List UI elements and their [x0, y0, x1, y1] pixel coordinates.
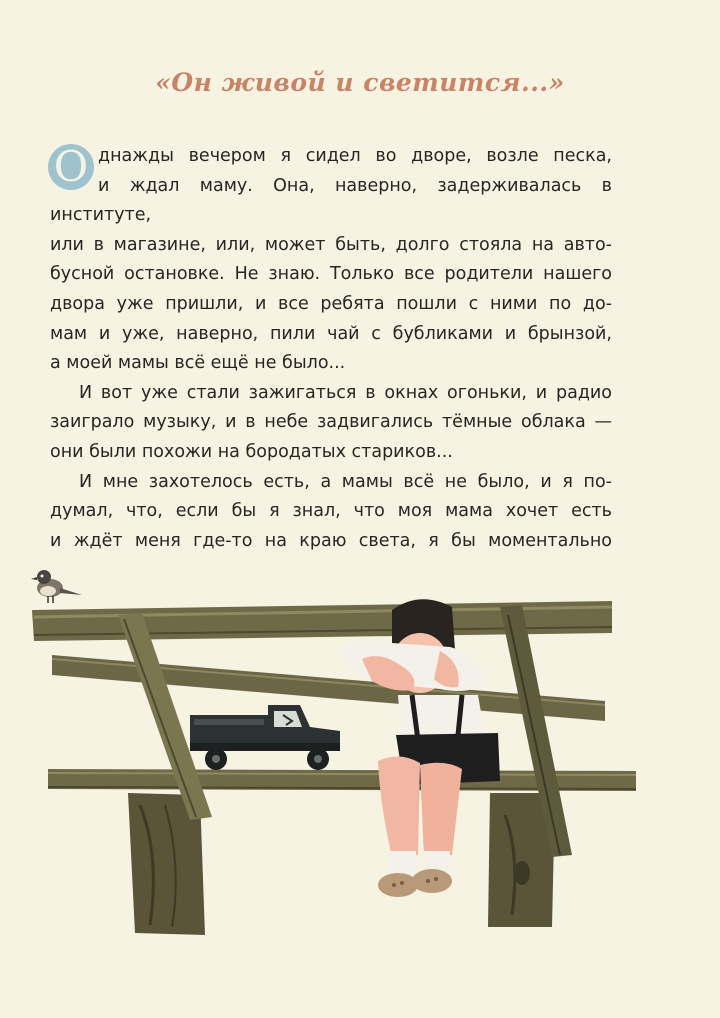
text-line: И мне захотелось есть, а мамы всё не было, и я по-: [79, 471, 612, 492]
text-line: двора уже пришли, и все ребята пошли с ними по до-: [50, 293, 612, 314]
story-text: [50, 142, 612, 556]
text-line: и ждёт меня где-то на краю света, я бы моментально: [50, 530, 612, 551]
paragraph-3: [50, 468, 612, 557]
text-line: заиграло музыку, и в небе задвигались тёмные облака —: [50, 412, 612, 433]
paragraph-1: [50, 142, 612, 379]
drop-cap: О: [48, 144, 94, 190]
bird-icon: [31, 570, 82, 603]
text-line: И вот уже стали зажигаться в окнах огоньки, и радио: [79, 382, 612, 403]
boy-icon: [340, 599, 500, 897]
text-line: днажды вечером я сидел во дворе, возле песка,: [98, 146, 612, 166]
text-line: или в магазине, или, может быть, долго стояла на авто-: [50, 234, 612, 255]
bench-icon: [32, 601, 636, 935]
text-line: думал, что, если бы я знал, что моя мама хочет есть: [50, 501, 612, 522]
paragraph-2: [50, 379, 612, 468]
toy-truck-icon: [190, 705, 340, 770]
text-line: бусной остановке. Не знаю. Только все родители нашего: [50, 264, 612, 285]
text-line: а моей мамы всё ещё не было...: [50, 353, 346, 374]
bench-illustration: [0, 555, 720, 955]
text-line: они были похожи на бородатых стариков...: [50, 441, 453, 462]
text-line: и ждал маму. Она, наверно, задерживалась в институте,: [50, 175, 612, 226]
text-line: мам и уже, наверно, пили чай с бубликами и брынзой,: [50, 323, 612, 344]
chapter-title: «Он живой и светится...»: [155, 68, 565, 97]
